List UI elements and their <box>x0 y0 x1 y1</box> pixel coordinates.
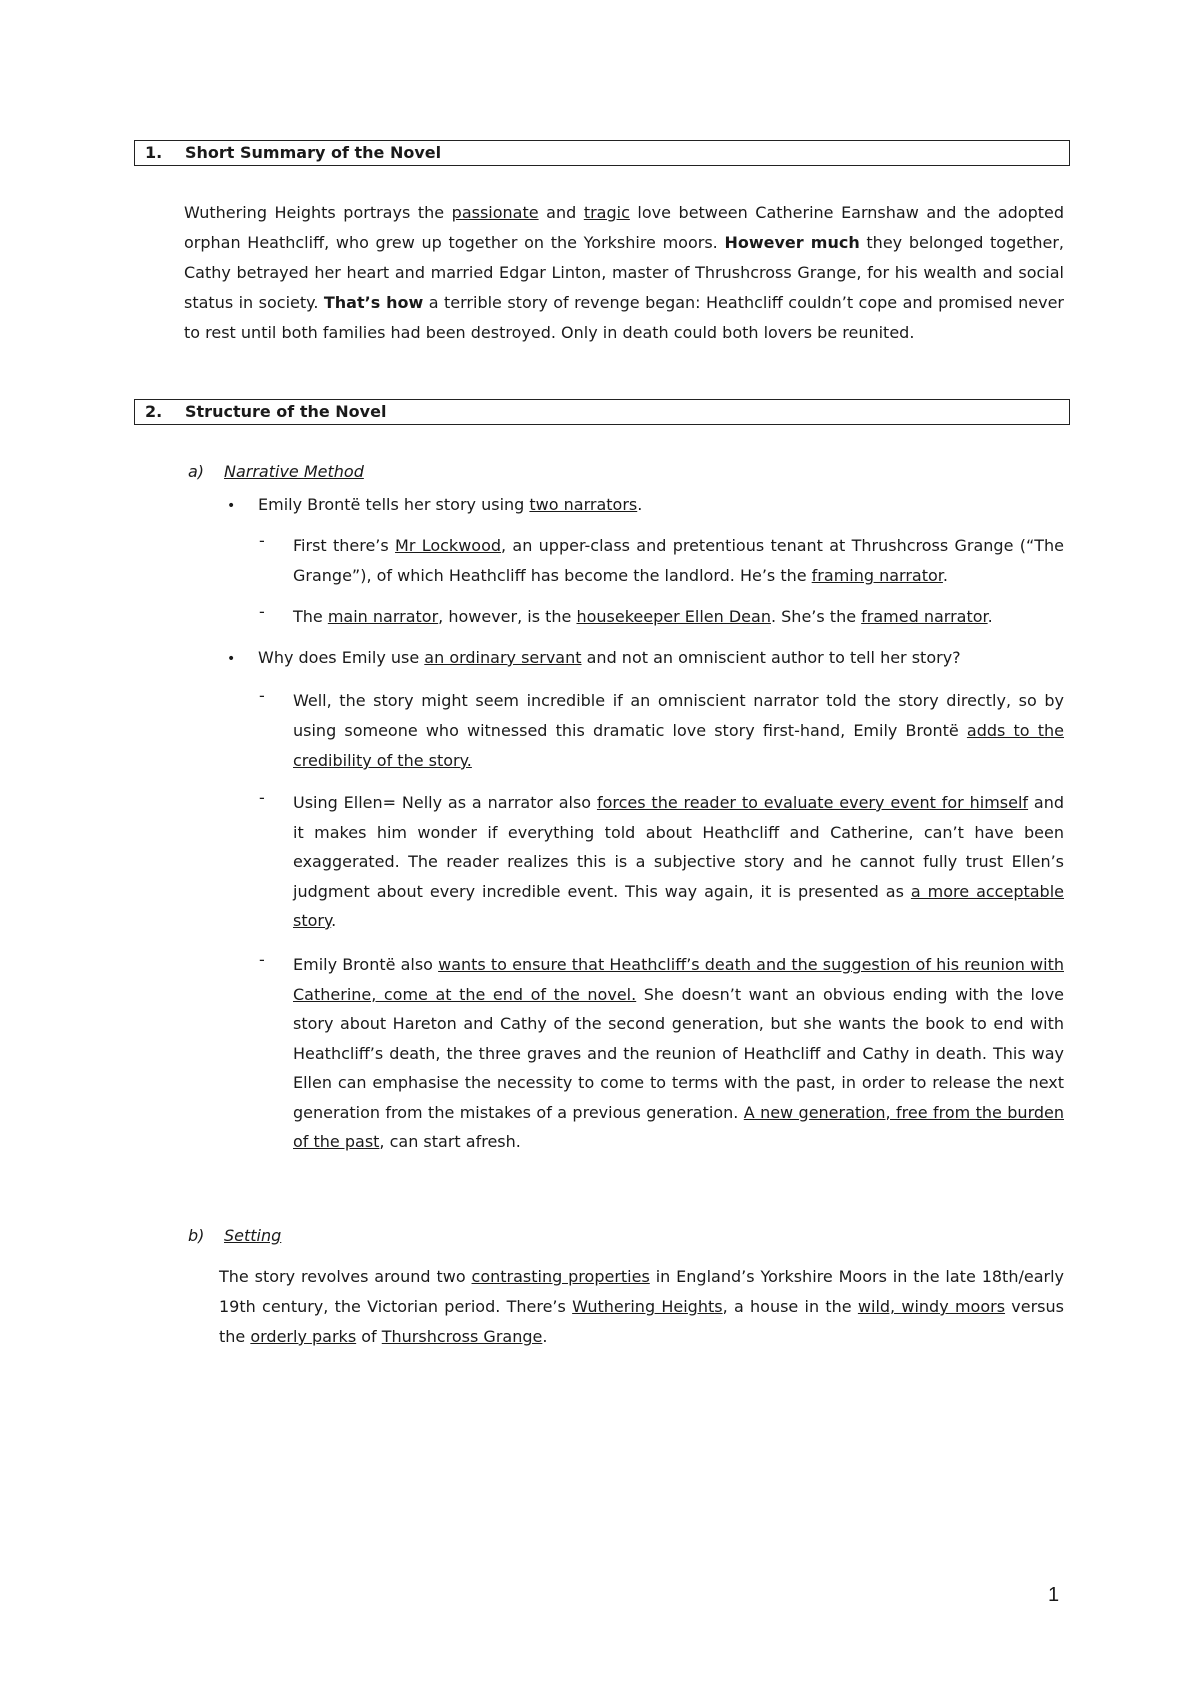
section-1-header <box>134 140 1070 166</box>
underlined-text: tragic <box>583 203 630 222</box>
section-1-title: Short Summary of the Novel <box>185 143 442 162</box>
underlined-text: an ordinary servant <box>424 648 582 667</box>
summary-paragraph <box>184 198 1064 348</box>
text-run: . <box>987 607 993 626</box>
setting-letter: b) <box>188 1226 205 1245</box>
text-run: Using Ellen= Nelly as a narrator also <box>293 793 597 812</box>
underlined-text: contrasting properties <box>471 1267 650 1286</box>
underlined-text: two narrators <box>529 495 638 514</box>
text-run: . <box>542 1327 548 1346</box>
bold-text: However much <box>724 233 860 252</box>
text-run: in England’s Yorkshire Moors in the late 18th/early 19th century, the Victorian period. There’s <box>219 1267 1065 1316</box>
point-ellen-dean <box>293 602 1064 632</box>
dash-icon: - <box>259 788 265 807</box>
point-lockwood <box>293 531 1064 591</box>
point-ending <box>293 950 1064 1157</box>
narrative-method-letter: a) <box>188 462 205 481</box>
text-run: The <box>293 607 328 626</box>
text-run: . <box>331 911 337 930</box>
text-run: and it makes him wonder if everything told about Heathcliff and Catherine, can’t have been exaggerated. The reader realizes this is a subjective story and he cannot fully trust Ellen’s judgment about every incredible event. This way again, it is presented as <box>293 793 1065 901</box>
underlined-text: main narrator <box>327 607 439 626</box>
dash-icon: - <box>259 686 265 705</box>
text-run: love between Catherine Earnshaw and the adopted orphan Heathcliff, who grew up together on the Yorkshire moors. <box>184 203 1064 252</box>
dash-icon: - <box>259 950 265 969</box>
underlined-text: forces the reader to evaluate every event for himself <box>596 793 1029 812</box>
dash-icon: - <box>259 531 265 550</box>
text-run: , however, is the <box>438 607 577 626</box>
text-run: The story revolves around two <box>219 1267 472 1286</box>
text-run: , can start afresh. <box>379 1132 521 1151</box>
text-run: Wuthering Heights portrays the <box>184 203 452 222</box>
underlined-text: orderly parks <box>250 1327 357 1346</box>
setting-label: Setting <box>224 1226 282 1245</box>
bold-text: That’s how <box>323 293 424 312</box>
text-run: they belonged together, Cathy betrayed her heart and married Edgar Linton, master of Thrushcross Grange, for his wealth and social status in society. <box>184 233 1065 312</box>
text-run: Well, the story might seem incredible if an omniscient narrator told the story directly, so by using someone who witnessed this dramatic love story first-hand, Emily Brontë <box>293 691 1064 740</box>
bullet-icon: • <box>227 651 236 667</box>
setting-paragraph <box>219 1262 1064 1352</box>
text-run: Why does Emily use <box>258 648 425 667</box>
section-2-number: 2. <box>145 402 163 421</box>
page-number: 1 <box>1048 1584 1060 1606</box>
point-reader-evaluation <box>293 788 1064 936</box>
section-2-header <box>134 399 1070 425</box>
underlined-text: Mr Lockwood <box>395 536 502 555</box>
underlined-text: framed narrator <box>861 607 988 626</box>
underlined-text: adds to the credibility of the story. <box>293 721 1064 770</box>
underlined-text: wild, windy moors <box>857 1297 1006 1316</box>
underlined-text: housekeeper Ellen Dean <box>576 607 771 626</box>
text-run: versus the <box>219 1297 1064 1346</box>
text-run: . <box>942 566 948 585</box>
text-run: Emily Brontë tells her story using <box>258 495 530 514</box>
text-run: . <box>637 495 643 514</box>
text-run: , a house in the <box>722 1297 858 1316</box>
section-1-number: 1. <box>145 143 163 162</box>
text-run: of <box>356 1327 382 1346</box>
narrative-method-label: Narrative Method <box>224 462 364 481</box>
underlined-text: framing narrator <box>811 566 943 585</box>
text-run: and not an omniscient author to tell her story? <box>581 648 961 667</box>
underlined-text: A new generation, free from the burden of the past <box>293 1102 1065 1151</box>
text-run: First there’s <box>293 536 396 555</box>
text-run: She doesn’t want an obvious ending with the love story about Hareton and Cathy of the second generation, but she wants the book to end with Heathcliff’s death, the three graves and the reunion of Heathcliff and Cathy in death. This way Ellen can emphasise the necessity to come to terms with the past, in order to release the next generation from the mistakes of a previous generation. <box>293 984 1065 1122</box>
underlined-text: a more acceptable story <box>293 881 1065 930</box>
bullet-icon: • <box>227 498 236 514</box>
bullet-two-narrators <box>258 490 1064 520</box>
text-run: and <box>538 203 584 222</box>
text-run: Emily Brontë also <box>293 955 439 974</box>
section-2-title: Structure of the Novel <box>185 402 387 421</box>
underlined-text: Thurshcross Grange <box>381 1327 543 1346</box>
bullet-ordinary-servant <box>258 643 1064 673</box>
dash-icon: - <box>259 602 265 621</box>
underlined-text: passionate <box>451 203 539 222</box>
point-credibility <box>293 686 1064 776</box>
text-run: a terrible story of revenge began: Heathcliff couldn’t cope and promised never to rest until both families had been destroyed. Only in death could both lovers be reunited. <box>184 293 1064 342</box>
underlined-text: wants to ensure that Heathcliff’s death and the suggestion of his reunion with Catherine, come at the end of the novel. <box>293 955 1064 1004</box>
text-run: . She’s the <box>770 607 862 626</box>
text-run: , an upper-class and pretentious tenant at Thrushcross Grange (“The Grange”), of which Heathcliff has become the landlord. He’s the <box>293 536 1065 585</box>
underlined-text: Wuthering Heights <box>572 1297 723 1316</box>
